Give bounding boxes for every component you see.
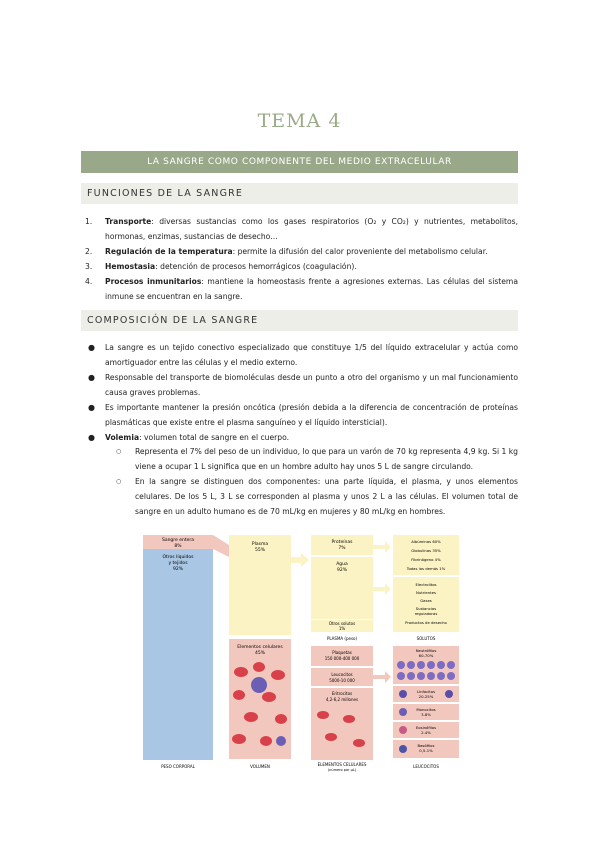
section-heading-funciones: FUNCIONES DE LA SANGRE [81,183,518,204]
item-text: : detención de procesos hemorrágicos (coagulación). [155,262,357,271]
bullet-icon: ● [88,373,95,382]
svg-text:150 000-400 000: 150 000-400 000 [324,656,360,661]
svg-text:5000-10 000: 5000-10 000 [329,678,355,683]
list-number: 2. [85,247,93,256]
caption-leucocitos: LEUCOCITOS [413,764,439,769]
svg-text:SOLUTOS: SOLUTOS [416,636,436,641]
item-term: Regulación de la temperatura [105,247,233,256]
list-item: ● Volemia: volumen total de sangre en el cuerpo. [81,430,518,445]
caption-peso-corporal: PESO CORPORAL [161,764,195,769]
list-item: ● Responsable del transporte de biomoléculas desde un punto a otro del organismo y un mal funcionamiento causa graves problemas. [81,370,518,400]
caption-elementos-celulares: ELEMENTOS CELULARES [317,762,367,767]
label-globulinas: Globulinas 35% [411,548,441,553]
label-sustancias: Sustancias [415,606,437,611]
label-plasma: Plasma [251,542,269,547]
svg-text:Todas los demás 1%: Todas los demás 1% [406,566,446,571]
svg-text:y tejidos: y tejidos [168,561,188,566]
label-productos: Productos de desecho [405,620,447,625]
label-agua: Agua [336,562,348,567]
svg-text:20-25%: 20-25% [418,694,434,699]
list-item: ○ En la sangre se distinguen dos componentes: una parte líquida, el plasma, y unos elementos celulares. De los 5 L, 3 L se corresponden al plasma y unos 2 L a las células. El volumen total de sangre en un adulto humano es de 70 mL/kg en mujeres y 80 mL/kg en hombres. [81,474,518,519]
item-term: Transporte [105,217,152,226]
item-text: : diversas sustancias como los gases respiratorios (O₂ y CO₂) y nutrientes, metabolitos, hormonas, enzimas, sustancias de desecho… [105,217,518,241]
list-item: ● Es importante mantener la presión oncótica (presión debida a la diferencia de concentración de proteínas plasmáticas que existe entre el plasma sanguíneo y el líquido intersticial). [81,400,518,430]
label-gases: Gases [420,598,432,603]
item-text: : mantiene la homeostasis frente a agresiones externas. Las células del sistema inmune se encuentran en la sangre. [105,277,518,301]
list-item [81,259,518,274]
svg-text:92%: 92% [336,568,348,573]
label-proteinas: Proteínas [331,540,353,545]
list-number: 4. [85,277,93,286]
label-plaquetas: Plaquetas [332,650,352,655]
item-term: Procesos inmunitarios [105,277,202,286]
label-leucocitos: Leucocitos [331,672,353,677]
svg-text:60-70%: 60-70% [418,653,434,658]
composicion-list [81,340,518,445]
label-electrolitos: Electrolitos [415,582,437,587]
label-sangre-entera: Sangre entera [161,538,195,543]
svg-text:92%: 92% [172,567,184,572]
label-albuminas: Albúminas 60% [411,539,441,544]
label-otros-solutos: Otros solutos [328,621,356,626]
list-item [81,274,518,304]
svg-text:55%: 55% [254,548,266,553]
page-title: TEMA 4 [257,110,342,132]
list-number: 3. [85,262,93,271]
bullet-icon: ● [88,343,95,352]
label-neutrofilos: Neutrófilos [415,648,437,653]
volemia-sublist [81,444,518,519]
svg-text:45%: 45% [254,651,266,656]
bullet-icon: ● [88,433,95,442]
list-item: ○ Representa el 7% del peso de un individuo, lo que para un varón de 70 kg representa 4,9 kg. Si 1 kg viene a ocupar 1 L significa que en un hombre adulto hay unos 5 L de sangre circulando. [81,444,518,474]
label-nutrientes: Nutrientes [416,590,436,595]
circle-bullet-icon: ○ [116,478,122,485]
svg-text:4,2-6,2 millones: 4,2-6,2 millones [325,697,359,702]
caption-volumen: VOLUMEN [250,764,270,769]
label-otros-liquidos: Otros líquidos [162,555,194,560]
section-heading-composicion: COMPOSICIÓN DE LA SANGRE [81,310,518,331]
item-term: Hemostasia [105,262,156,271]
label-linfocitos: Linfocitos [416,689,436,694]
list-item [81,214,518,244]
label-basofilos: Basófilos [417,743,435,748]
list-number: 1. [85,217,93,226]
svg-text:7%: 7% [338,546,346,551]
list-item: ● La sangre es un tejido conectivo especializado que constituye 1/5 del líquido extracelular y actúa como amortiguador entre las células y el medio externo. [81,340,518,370]
label-monocitos: Monocitos [416,707,436,712]
svg-text:3-8%: 3-8% [421,712,431,717]
svg-text:PLASMA (peso): PLASMA (peso) [326,636,358,641]
label-elementos-celulares: Elementos celulares [237,645,283,650]
svg-text:reguladoras: reguladoras [414,611,438,616]
label-eosinofilos: Eosinófilos [415,725,437,730]
svg-text:1%: 1% [338,626,346,631]
blood-composition-figure [141,527,461,772]
svg-text:8%: 8% [174,544,182,549]
svg-text:2-4%: 2-4% [421,730,431,735]
circle-bullet-icon: ○ [116,448,122,455]
item-text: : permite la difusión del calor proveniente del metabolismo celular. [232,247,488,256]
bullet-icon: ● [88,403,95,412]
list-item [81,244,518,259]
chapter-banner: LA SANGRE COMO COMPONENTE DEL MEDIO EXTRACELULAR [81,151,518,173]
svg-text:(número por μL): (número por μL) [327,768,357,772]
funciones-list [81,214,518,304]
svg-text:0,5-1%: 0,5-1% [419,748,433,753]
label-fibrinogeno: Fibrinógeno 4% [411,557,441,562]
label-eritrocitos: Eritrocitos [331,691,353,696]
